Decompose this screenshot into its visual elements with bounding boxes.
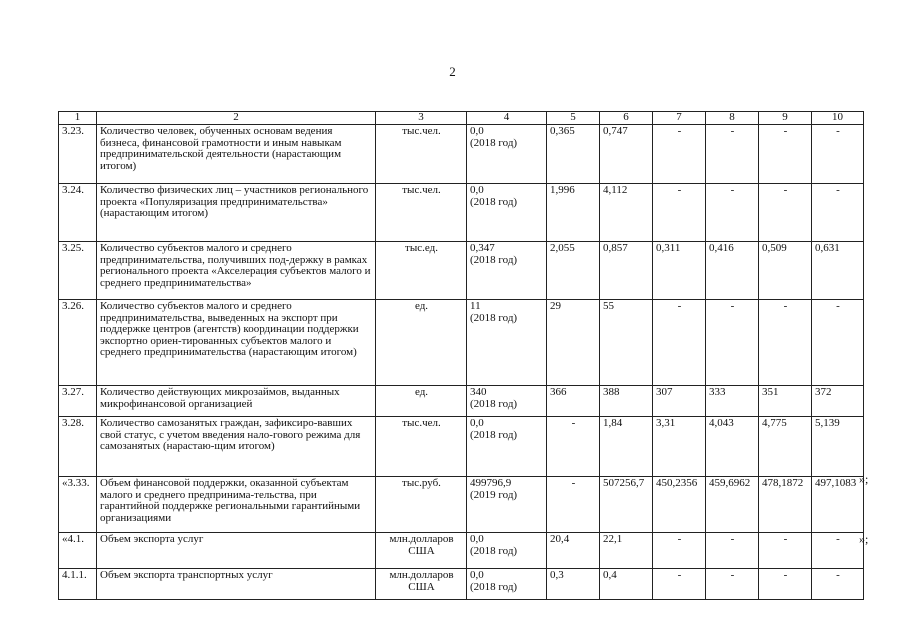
- indicator-name: Объем экспорта услуг: [97, 533, 376, 569]
- closing-mark: »;: [859, 532, 869, 546]
- base-value-cell: [467, 533, 547, 569]
- value-cell: -: [812, 569, 864, 600]
- indicator-name: Количество субъектов малого и среднего предпринимательства, получивших под-держку в рамках регионального проекта «Акселерация субъектов малого и среднего предпринимательства»: [97, 242, 376, 300]
- value-cell: -: [653, 184, 706, 242]
- header-cell: 4: [467, 112, 547, 125]
- value-cell: 0,747: [600, 125, 653, 184]
- base-value-cell: [467, 386, 547, 417]
- value-cell: -: [812, 300, 864, 386]
- indicator-name: Объем финансовой поддержки, оказанной субъектам малого и среднего предпринима-тельства, при гарантийной поддержке региональными гарантийными организациями: [97, 477, 376, 533]
- table-row: [59, 386, 864, 417]
- value-cell: 2,055: [547, 242, 600, 300]
- base-value-cell: [467, 417, 547, 477]
- unit-cell: ед.: [376, 300, 467, 386]
- base-value: 0,0: [470, 533, 484, 545]
- value-cell: 0,416: [706, 242, 759, 300]
- value-cell: 388: [600, 386, 653, 417]
- row-number: 3.23.: [59, 125, 97, 184]
- unit-cell: тыс.чел.: [376, 125, 467, 184]
- header-cell: 8: [706, 112, 759, 125]
- unit-cell: тыс.руб.: [376, 477, 467, 533]
- header-row: [59, 112, 864, 125]
- indicator-name: Количество человек, обученных основам ведения бизнеса, финансовой грамотности и иным навыкам предпринимательской деятельности (нарастающим итогом): [97, 125, 376, 184]
- base-year: (2018 год): [470, 428, 518, 441]
- value-cell: -: [547, 417, 600, 477]
- unit-cell: млн.долларов США: [376, 569, 467, 600]
- header-cell: 6: [600, 112, 653, 125]
- value-cell: -: [706, 300, 759, 386]
- value-cell: 3,31: [653, 417, 706, 477]
- header-cell: 9: [759, 112, 812, 125]
- base-value: 0,0: [470, 569, 484, 581]
- value-cell: -: [759, 533, 812, 569]
- value-cell: -: [812, 125, 864, 184]
- value-cell: 4,043: [706, 417, 759, 477]
- indicator-name: Количество субъектов малого и среднего предпринимательства, выведенных на экспорт при поддержке центров (агентств) координации поддержки экспортно ориен-тированных субъектов малого и среднего предпринимательства (нарастающим итогом): [97, 300, 376, 386]
- page-number: 2: [449, 64, 456, 79]
- base-value: 499796,9: [470, 477, 512, 489]
- value-cell: 0,365: [547, 125, 600, 184]
- value-cell: 0,509: [759, 242, 812, 300]
- value-cell: 5,139: [812, 417, 864, 477]
- value-cell: 29: [547, 300, 600, 386]
- value-cell: -: [812, 533, 864, 569]
- value-cell: 22,1: [600, 533, 653, 569]
- unit-cell: тыс.ед.: [376, 242, 467, 300]
- row-number: 3.25.: [59, 242, 97, 300]
- unit-cell: тыс.чел.: [376, 417, 467, 477]
- value-cell: 1,84: [600, 417, 653, 477]
- unit-cell: ед.: [376, 386, 467, 417]
- value-cell: -: [653, 569, 706, 600]
- base-year: (2018 год): [470, 311, 518, 324]
- value-cell: 1,996: [547, 184, 600, 242]
- indicator-name: Объем экспорта транспортных услуг: [97, 569, 376, 600]
- value-cell: 459,6962: [706, 477, 759, 533]
- base-value: 340: [470, 386, 487, 398]
- base-value-cell: [467, 477, 547, 533]
- header-cell: 10: [812, 112, 864, 125]
- table-row: [59, 300, 864, 386]
- table-row: [59, 125, 864, 184]
- value-cell: 0,311: [653, 242, 706, 300]
- table-row: [59, 533, 864, 569]
- base-year: (2018 год): [470, 136, 518, 149]
- row-number: «4.1.: [59, 533, 97, 569]
- value-cell: -: [706, 125, 759, 184]
- base-value-cell: [467, 569, 547, 600]
- value-cell: 0,857: [600, 242, 653, 300]
- value-cell: 0,3: [547, 569, 600, 600]
- table-row: [59, 569, 864, 600]
- indicator-name: Количество физических лиц – участников регионального проекта «Популяризация предпринимательства» (нарастающим итогом): [97, 184, 376, 242]
- indicator-name: Количество действующих микрозаймов, выданных микрофинансовой организацией: [97, 386, 376, 417]
- value-cell: -: [706, 569, 759, 600]
- value-cell: -: [759, 184, 812, 242]
- base-value: 0,0: [470, 184, 484, 196]
- row-number: «3.33.: [59, 477, 97, 533]
- row-number: 3.24.: [59, 184, 97, 242]
- value-cell: 4,775: [759, 417, 812, 477]
- value-cell: 55: [600, 300, 653, 386]
- value-cell: 0,631: [812, 242, 864, 300]
- base-year: (2018 год): [470, 397, 518, 410]
- table-row: [59, 477, 864, 533]
- value-cell: -: [547, 477, 600, 533]
- value-cell: -: [706, 184, 759, 242]
- header-cell: 5: [547, 112, 600, 125]
- value-cell: 366: [547, 386, 600, 417]
- closing-mark: »;: [859, 472, 869, 486]
- unit-cell: млн.долларов США: [376, 533, 467, 569]
- header-cell: 2: [97, 112, 376, 125]
- base-value-cell: [467, 300, 547, 386]
- base-year: (2018 год): [470, 195, 518, 208]
- header-cell: 1: [59, 112, 97, 125]
- base-year: (2018 год): [470, 544, 518, 557]
- base-value: 0,347: [470, 242, 495, 254]
- base-value-cell: [467, 125, 547, 184]
- value-cell: -: [759, 569, 812, 600]
- table-row: [59, 417, 864, 477]
- base-year: (2019 год): [470, 488, 518, 501]
- value-cell: -: [812, 184, 864, 242]
- value-cell: 450,2356: [653, 477, 706, 533]
- base-value-cell: [467, 184, 547, 242]
- row-number: 3.26.: [59, 300, 97, 386]
- table-row: [59, 184, 864, 242]
- value-cell: 497,1083: [812, 477, 864, 533]
- indicator-name: Количество самозанятых граждан, зафиксиро-вавших свой статус, с учетом введения нало-гового режима для самозанятых (нарастаю-щим итогом): [97, 417, 376, 477]
- base-value-cell: [467, 242, 547, 300]
- header-cell: 7: [653, 112, 706, 125]
- value-cell: 351: [759, 386, 812, 417]
- table-row: [59, 242, 864, 300]
- value-cell: 4,112: [600, 184, 653, 242]
- row-number: 3.27.: [59, 386, 97, 417]
- value-cell: 372: [812, 386, 864, 417]
- header-cell: 3: [376, 112, 467, 125]
- value-cell: 333: [706, 386, 759, 417]
- unit-cell: тыс.чел.: [376, 184, 467, 242]
- value-cell: -: [653, 300, 706, 386]
- value-cell: 478,1872: [759, 477, 812, 533]
- value-cell: -: [653, 125, 706, 184]
- row-number: 3.28.: [59, 417, 97, 477]
- base-value: 0,0: [470, 125, 484, 137]
- value-cell: -: [653, 533, 706, 569]
- value-cell: 307: [653, 386, 706, 417]
- value-cell: 0,4: [600, 569, 653, 600]
- base-value: 0,0: [470, 417, 484, 429]
- value-cell: 20,4: [547, 533, 600, 569]
- value-cell: 507256,7: [600, 477, 653, 533]
- value-cell: -: [759, 300, 812, 386]
- base-year: (2018 год): [470, 253, 518, 266]
- base-year: (2018 год): [470, 580, 518, 593]
- base-value: 11: [470, 300, 481, 312]
- value-cell: -: [759, 125, 812, 184]
- row-number: 4.1.1.: [59, 569, 97, 600]
- value-cell: -: [706, 533, 759, 569]
- indicators-table: [58, 111, 864, 600]
